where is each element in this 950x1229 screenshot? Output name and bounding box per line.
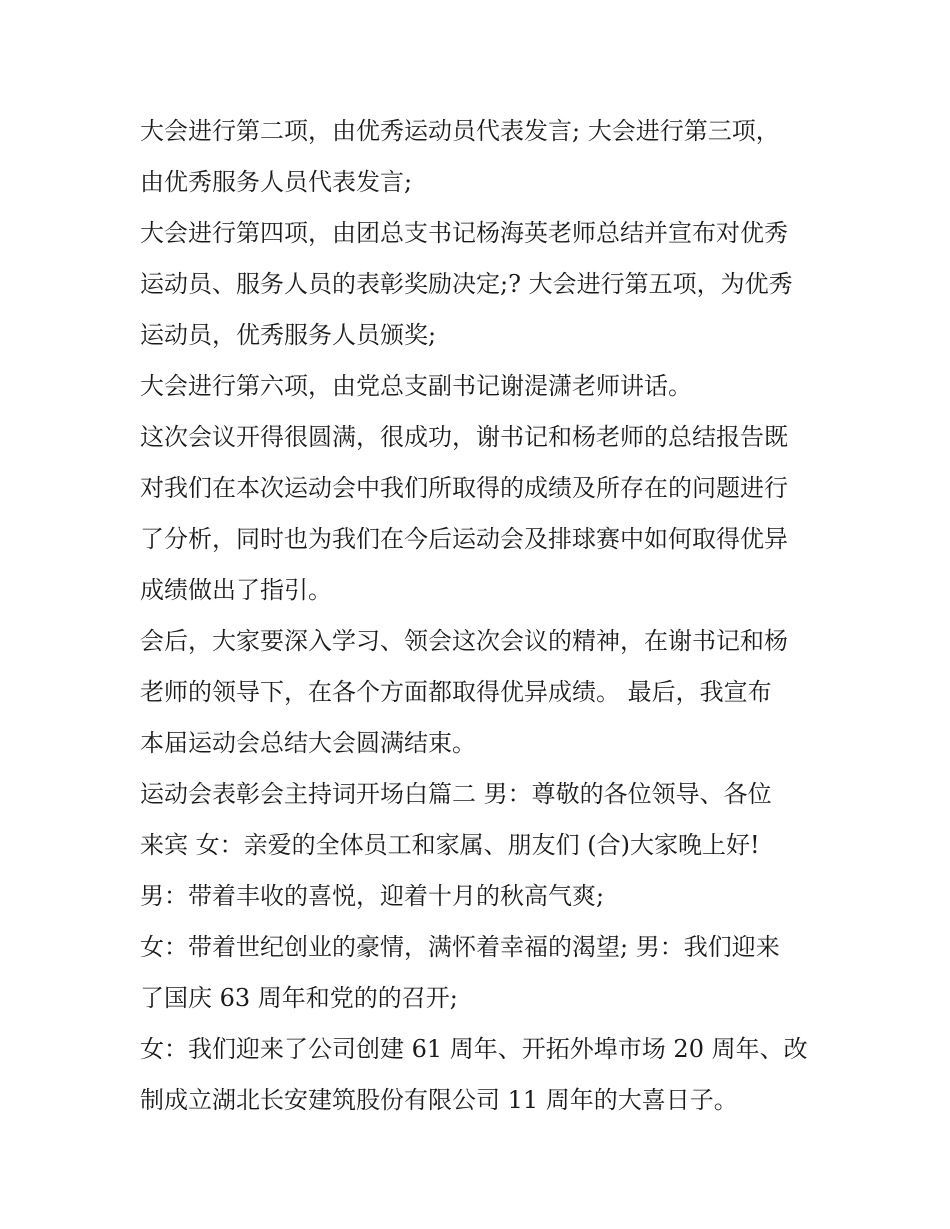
text-line: 大会进行第二项，由优秀运动员代表发言; 大会进行第三项， — [140, 117, 780, 145]
text-line: 会后，大家要深入学习、领会这次会议的精神，在谢书记和杨 — [140, 627, 788, 655]
text-line: 成绩做出了指引。 — [140, 576, 332, 604]
text-line: 老师的领导下，在各个方面都取得优异成绩。 最后，我宣布 — [140, 678, 772, 706]
text-line: 来宾 女：亲爱的全体员工和家属、朋友们 (合)大家晚上好! — [140, 831, 760, 859]
text-line: 由优秀服务人员代表发言; — [140, 168, 413, 196]
text-line: 运动员，优秀服务人员颁奖; — [140, 321, 437, 349]
text-line: 本届运动会总结大会圆满结束。 — [140, 729, 476, 757]
text-line: 女：带着世纪创业的豪情，满怀着幸福的渴望; 男：我们迎来 — [140, 933, 780, 961]
text-line: 女：我们迎来了公司创建 61 周年、开拓外埠市场 20 周年、改 — [140, 1035, 808, 1063]
text-line: 制成立湖北长安建筑股份有限公司 11 周年的大喜日子。 — [140, 1086, 738, 1114]
document-body — [140, 106, 820, 1126]
text-line: 这次会议开得很圆满，很成功，谢书记和杨老师的总结报告既 — [140, 423, 788, 451]
text-line: 大会进行第四项，由团总支书记杨海英老师总结并宣布对优秀 — [140, 219, 788, 247]
text-line: 运动会表彰会主持词开场白篇二 男：尊敬的各位领导、各位 — [140, 780, 772, 808]
text-line: 运动员、服务人员的表彰奖励决定;? 大会进行第五项，为优秀 — [140, 270, 793, 298]
text-line: 男：带着丰收的喜悦，迎着十月的秋高气爽; — [140, 882, 605, 910]
text-line: 大会进行第六项，由党总支副书记谢湜潇老师讲话。 — [140, 372, 692, 400]
text-line: 对我们在本次运动会中我们所取得的成绩及所存在的问题进行 — [140, 474, 788, 502]
text-line: 了国庆 63 周年和党的的召开; — [140, 984, 458, 1012]
text-line: 了分析，同时也为我们在今后运动会及排球赛中如何取得优异 — [140, 525, 788, 553]
